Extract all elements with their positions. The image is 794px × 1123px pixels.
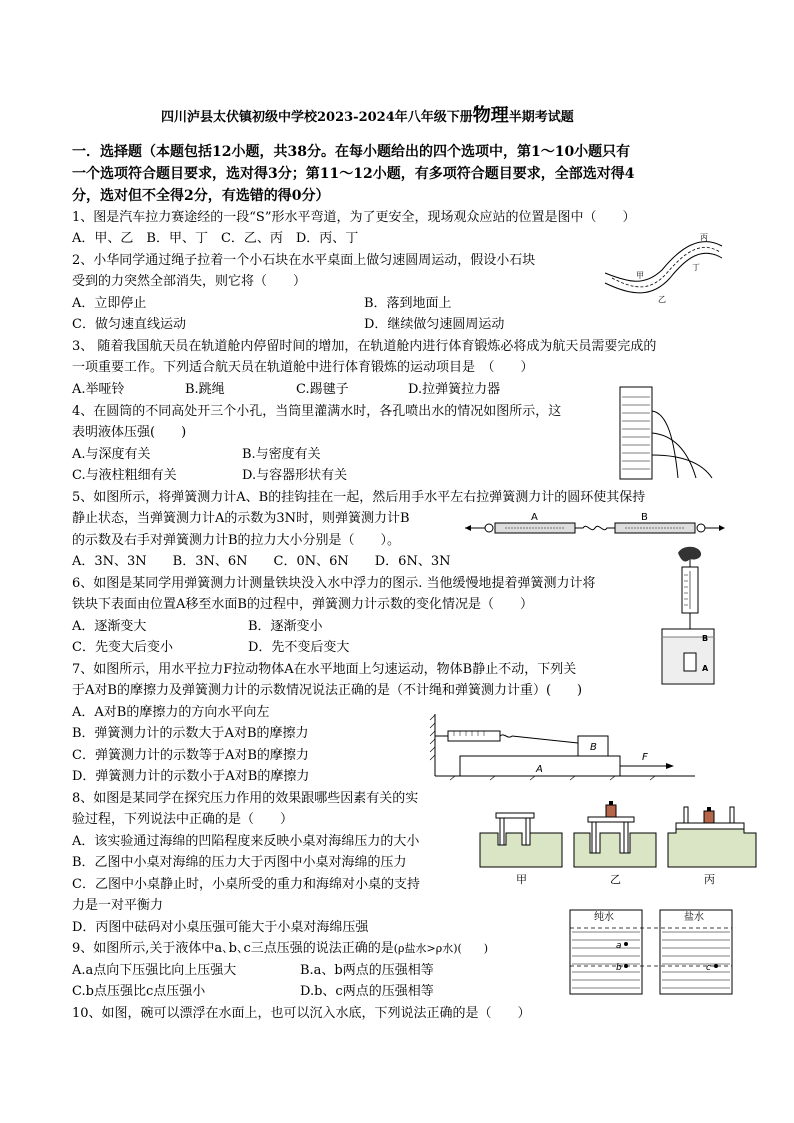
q6-option-a: A．逐渐变大 — [72, 619, 147, 634]
q7-stem-line1: 7、如图所示，用水平拉力F拉动物体A在水平地面上匀速运动，物体B静止不动，下列关 — [72, 662, 577, 677]
two-beakers-figure — [566, 906, 736, 996]
q9-stem-text: 9、如图所示,关于液体中a､b､c三点压强的说法正确的是 — [72, 941, 394, 956]
section-instructions-line3: 分，选对但不全得2分，有选错的得0分） — [72, 188, 330, 204]
q5-stem-line2: 静止状态，当弹簧测力计A的示数为3N时，则弹簧测力计B — [72, 511, 410, 526]
q6-option-c: C．先变大后变小 — [72, 640, 173, 655]
panel-bing-label: 丙 — [704, 873, 715, 886]
q2-stem-line2: 受到的力突然全部消失，则它将（ ） — [72, 274, 307, 289]
q8-option-c-line2: 力是一对平衡力 — [72, 898, 164, 913]
fig-label-bing: 丙 — [700, 233, 708, 242]
q7-option-d: D．弹簧测力计的示数小于A对B的摩擦力 — [72, 769, 310, 784]
q8-stem-line1: 8、如图是某同学在探究压力作用的效果跟哪些因素有关的实 — [72, 791, 419, 806]
fig-label-ding: 丁 — [692, 263, 700, 272]
q8-option-a: A．该实验通过海绵的凹陷程度来反映小桌对海绵压力的大小 — [72, 834, 420, 849]
q2-option-a: A．立即停止 — [72, 296, 147, 311]
fig-label-yi: 乙 — [658, 295, 666, 304]
q8-option-d: D．丙图中砝码对小桌压强可能大于小桌对海绵压强 — [72, 920, 369, 935]
section-instructions-line1: 一．选择题（本题包括12小题，共38分。在每小题给出的四个选项中，第1～10小题只有 — [72, 144, 631, 160]
q7-stem-line2: 于A对B的摩擦力及弹簧测力计的示数情况说法正确的是（不计绳和弹簧测力计重）( ) — [72, 683, 583, 698]
page-title — [161, 107, 574, 127]
force-f-label: F — [642, 752, 648, 763]
q7-option-b: B．弹簧测力计的示数大于A对B的摩擦力 — [72, 726, 309, 741]
q10-stem: 10、如图，碗可以漂浮在水面上，也可以沉入水底，下列说法正确的是（ ） — [72, 1006, 531, 1021]
q1-options: A．甲、乙 B．甲、丁 C．乙、丙 D．丙、丁 — [72, 231, 359, 246]
q8-option-c-line1: C．乙图中小桌静止时，小桌所受的重力和海绵对小桌的支持 — [72, 877, 420, 892]
block-a-label: A — [536, 764, 543, 775]
q3-option-b: B.跳绳 — [185, 382, 225, 397]
title-prefix: 四川泸县太伏镇初级中学校2023-2024年八年级下册 — [161, 110, 473, 125]
q9-option-d: D.b、c两点的压强相等 — [300, 984, 434, 999]
q5-options: A．3N、3N B．3N、6N C．0N、6N D．6N、3N — [72, 554, 451, 569]
q7-option-a: A．A对B的摩擦力的方向水平向左 — [72, 705, 270, 720]
title-subject: 物理 — [472, 105, 509, 126]
scale-b-label: B — [641, 512, 648, 523]
q6-stem-line2: 铁块下表面由位置A移至水面B的过程中，弹簧测力计示数的变化情况是（ ） — [72, 597, 533, 612]
position-b-label: B — [702, 634, 709, 643]
q3-option-c: C.踢毽子 — [296, 382, 349, 397]
q4-stem-line1: 4、在圆筒的不同高处开三个小孔，当筒里灌满水时，各孔喷出水的情况如图所示，这 — [72, 404, 562, 419]
fig-label-jia: 甲 — [636, 271, 644, 280]
section-instructions-line2: 一个选项符合题目要求，选对得3分；第11～12小题，有多项符合题目要求，全部选对得4 — [72, 166, 635, 182]
s-curve-road-figure — [600, 228, 725, 304]
q2-option-d: D．继续做匀速圆周运动 — [364, 317, 505, 332]
scale-a-label: A — [531, 512, 538, 523]
q5-stem-line3: 的示数及右手对弹簧测力计B的拉力大小分别是（ ）。 — [72, 533, 401, 548]
q8-stem-line2: 验过程，下列说法中正确的是（ ） — [72, 812, 294, 827]
two-spring-scales-figure — [465, 512, 725, 542]
friction-setup-figure — [430, 712, 700, 780]
panel-yi-label: 乙 — [610, 873, 621, 886]
q4-option-b: B.与密度有关 — [242, 447, 321, 462]
q8-option-b: B．乙图中小桌对海绵的压力大于丙图中小桌对海绵的压力 — [72, 855, 407, 870]
q1-stem: 1、图是汽车拉力赛途经的一段“S”形水平弯道，为了更安全，现场观众应站的位置是图中（ ） — [72, 210, 636, 225]
q2-option-c: C．做匀速直线运动 — [72, 317, 186, 332]
iron-block-beaker-figure — [660, 545, 716, 685]
pure-water-label: 纯水 — [594, 912, 614, 923]
q3-stem-line2: 一项重要工作。下列适合航天员在轨道舱中进行体育锻炼的运动项目是 （ ） — [72, 360, 534, 375]
q2-stem-line1: 2、小华同学通过绳子拉着一个小石块在水平桌面上做匀速圆周运动，假设小石块 — [72, 253, 536, 268]
point-a-label: a — [616, 941, 622, 951]
q9-option-b: B.a、b两点的压强相等 — [300, 963, 434, 978]
block-b-label: B — [590, 742, 597, 753]
panel-jia-label: 甲 — [516, 873, 527, 886]
q6-option-d: D．先不变后变大 — [248, 640, 350, 655]
sponge-pressure-figure — [478, 795, 760, 887]
q4-option-d: D.与容器形状有关 — [242, 468, 348, 483]
q4-option-c: C.与液柱粗细有关 — [72, 468, 177, 483]
q9-option-a: A.a点向下压强比向上压强大 — [72, 963, 237, 978]
point-b-label: b — [616, 963, 622, 973]
salt-water-label: 盐水 — [684, 912, 704, 923]
q3-option-a: A.举哑铃 — [72, 382, 125, 397]
cylinder-jets-figure — [612, 383, 722, 485]
q4-stem-line2: 表明液体压强( ) — [72, 425, 187, 440]
q4-option-a: A.与深度有关 — [72, 447, 151, 462]
title-suffix: 半期考试题 — [508, 110, 574, 125]
q6-stem-line1: 6、如图是某同学用弹簧测力计测量铁块没入水中浮力的图示. 当他缓慢地提着弹簧测力计将 — [72, 576, 596, 591]
q9-density-condition: (ρ盐水>ρ水)( ) — [393, 942, 489, 955]
q3-stem-line1: 3、 随着我国航天员在轨道舱内停留时间的增加，在轨道舱内进行体育锻炼必将成为航天员需要完成的 — [72, 339, 657, 354]
q6-option-b: B．逐渐变小 — [248, 619, 323, 634]
q9-option-c: C.b点压强比c点压强小 — [72, 984, 206, 999]
position-a-label: A — [702, 664, 709, 673]
point-c-label: c — [706, 963, 711, 973]
q9-stem — [72, 940, 488, 958]
q3-option-d: D.拉弹簧拉力器 — [408, 382, 501, 397]
q5-stem-line1: 5、如图所示，将弹簧测力计A、B的挂钩挂在一起，然后用手水平左右拉弹簧测力计的圆环使其保持 — [72, 490, 646, 505]
q2-option-b: B．落到地面上 — [364, 296, 452, 311]
q7-option-c: C．弹簧测力计的示数等于A对B的摩擦力 — [72, 748, 309, 763]
